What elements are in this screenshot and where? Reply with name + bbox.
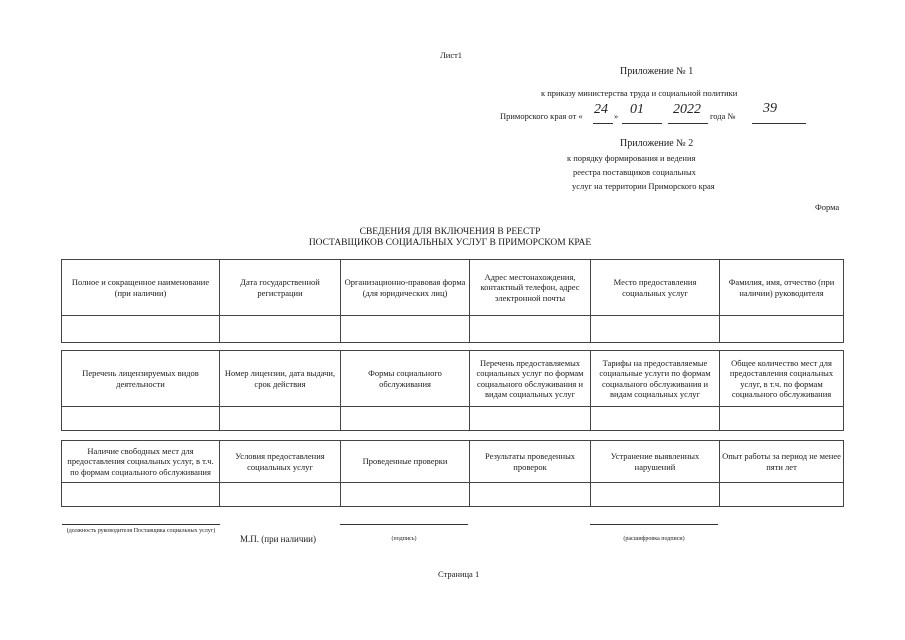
input-cell[interactable] xyxy=(470,407,591,431)
table-inspections xyxy=(61,440,844,507)
appendix1-title: Приложение № 1 xyxy=(620,66,694,77)
input-cell[interactable] xyxy=(591,407,720,431)
position-caption: (должность руководителя Поставщика социальных услуг) xyxy=(66,528,216,534)
signature-caption: (подпись) xyxy=(391,536,417,542)
stamp-label: М.П. (при наличии) xyxy=(240,534,316,544)
date-year-underline xyxy=(668,123,708,124)
date-separator: » xyxy=(614,111,619,121)
heading-line2: ПОСТАВЩИКОВ СОЦИАЛЬНЫХ УСЛУГ В ПРИМОРСКОМ КРАЕ xyxy=(308,238,592,248)
input-cell[interactable] xyxy=(62,316,220,343)
order-number-underline xyxy=(752,123,806,124)
input-cell[interactable] xyxy=(591,316,720,343)
header-cell: Перечень лицензируемых видов деятельности xyxy=(62,351,220,407)
header-cell: Адрес местонахождения, контактный телефон, адрес электронной почты xyxy=(470,260,591,316)
form-label: Форма xyxy=(815,202,840,212)
header-cell: Формы социального обслуживания xyxy=(341,351,470,407)
table-header-row xyxy=(62,441,844,483)
appendix1-date-prefix: Приморского края от « xyxy=(500,111,583,121)
input-cell[interactable] xyxy=(720,483,844,507)
decryption-line xyxy=(590,524,718,525)
input-cell[interactable] xyxy=(720,316,844,343)
position-signature-line xyxy=(62,524,220,525)
appendix1-line1: к приказу министерства труда и социальной политики xyxy=(541,88,738,98)
date-year: 2022 xyxy=(673,102,701,117)
input-cell[interactable] xyxy=(470,483,591,507)
header-cell: Тарифы на предоставляемые социальные услуги по формам социального обслуживания и видам социальных услуг xyxy=(591,351,720,407)
table-general-info xyxy=(61,259,844,343)
input-cell[interactable] xyxy=(341,316,470,343)
date-month: 01 xyxy=(630,102,644,117)
header-cell: Наличие свободных мест для предоставления социальных услуг, в т.ч. по формам социального обслуживания xyxy=(62,441,220,483)
header-cell: Результаты проведенных проверок xyxy=(470,441,591,483)
decryption-caption: (расшифровка подписи) xyxy=(623,536,685,542)
table-row xyxy=(62,316,844,343)
date-month-underline xyxy=(622,123,662,124)
header-cell: Проведенные проверки xyxy=(341,441,470,483)
appendix2-line3: услуг на территории Приморского края xyxy=(572,181,715,191)
header-cell: Организационно-правовая форма (для юридических лиц) xyxy=(341,260,470,316)
date-day-underline xyxy=(593,123,613,124)
header-cell: Общее количество мест для предоставления социальных услуг, в т.ч. по формам социального обслуживания xyxy=(720,351,844,407)
order-number: 39 xyxy=(763,101,777,116)
table-header-row xyxy=(62,260,844,316)
header-cell: Место предоставления социальных услуг xyxy=(591,260,720,316)
header-cell: Номер лицензии, дата выдачи, срок действия xyxy=(220,351,341,407)
table-row xyxy=(62,483,844,507)
input-cell[interactable] xyxy=(341,407,470,431)
header-cell: Дата государственной регистрации xyxy=(220,260,341,316)
input-cell[interactable] xyxy=(220,483,341,507)
sheet-label: Лист1 xyxy=(440,50,463,60)
year-label: года № xyxy=(710,111,736,121)
header-cell: Устранение выявленных нарушений xyxy=(591,441,720,483)
input-cell[interactable] xyxy=(591,483,720,507)
heading-line1: СВЕДЕНИЯ ДЛЯ ВКЛЮЧЕНИЯ В РЕЕСТР xyxy=(359,227,541,237)
input-cell[interactable] xyxy=(220,316,341,343)
input-cell[interactable] xyxy=(62,407,220,431)
table-header-row xyxy=(62,351,844,407)
table-license-services xyxy=(61,350,844,431)
input-cell[interactable] xyxy=(341,483,470,507)
date-day: 24 xyxy=(594,102,608,117)
table-row xyxy=(62,407,844,431)
header-cell: Перечень предоставляемых социальных услуг по формам социального обслуживания и видам социальных услуг xyxy=(470,351,591,407)
input-cell[interactable] xyxy=(62,483,220,507)
page-heading xyxy=(250,227,650,249)
appendix2-line2: реестра поставщиков социальных xyxy=(573,167,696,177)
input-cell[interactable] xyxy=(220,407,341,431)
appendix2-line1: к порядку формирования и ведения xyxy=(567,153,696,163)
header-cell: Опыт работы за период не менее пяти лет xyxy=(720,441,844,483)
header-cell: Фамилия, имя, отчество (при наличии) руководителя xyxy=(720,260,844,316)
input-cell[interactable] xyxy=(470,316,591,343)
appendix2-title: Приложение № 2 xyxy=(620,138,694,149)
header-cell: Полное и сокращенное наименование (при наличии) xyxy=(62,260,220,316)
signature-line xyxy=(340,524,468,525)
header-cell: Условия предоставления социальных услуг xyxy=(220,441,341,483)
input-cell[interactable] xyxy=(720,407,844,431)
page-footer: Страница 1 xyxy=(438,569,480,579)
